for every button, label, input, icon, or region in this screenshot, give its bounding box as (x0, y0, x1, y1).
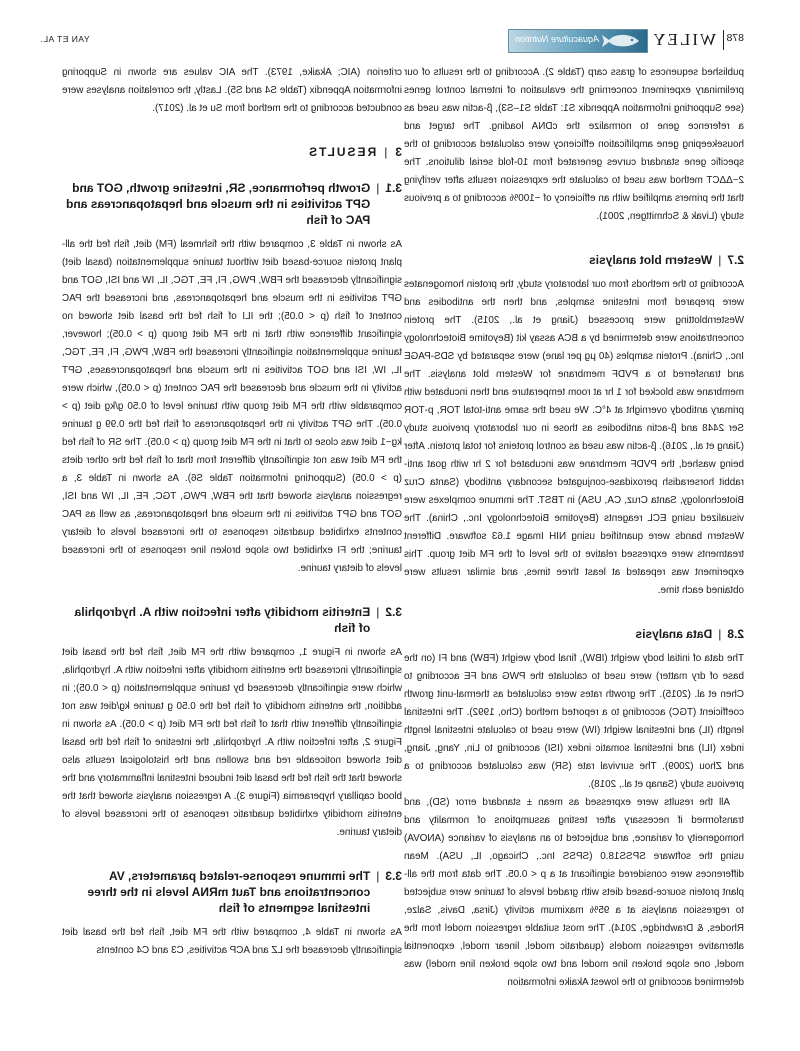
heading-separator: | (382, 145, 388, 159)
heading-separator: | (376, 869, 380, 883)
section-number: 2.8 (727, 627, 744, 641)
section-heading-3 (62, 144, 402, 160)
header-divider (723, 30, 724, 50)
section-heading-3-2 (62, 604, 402, 636)
paragraph: criterion (AIC; Akaike, 1973). The AIC values are shown in Supporing information Appendix (Table S4 and S5). Lastly, the correlation analyses were conducted according to the method from Su et al. (2017). (62, 67, 402, 114)
section-heading-2-7 (404, 252, 744, 268)
section-title: Growth performance, SR, intestine growth, GOT and GPT activities in the muscle and hepatopancreas and PAC of fish (66, 181, 371, 227)
section-title: Western blot analysis (589, 253, 713, 267)
paragraph: As shown in Table 3, compared with the fishmeal (FM) diet, fish fed the all-plant protein source-based diet without taurine supplementation (basal diet) significantly decreased the FBW, PWG, FI, FE, TGC, IL, IW and ISI, GOT and GPT activities in the muscle and hepatopancreas, and increased the PAC content of fish (p < 0.05); the ILI of fish fed the basal diet showed no significant difference with that in the FM diet group (p > 0.05); however, taurine supplementation significantly increased the FBW, PWG, FI, FE, TGC, IL, IW, ISI and GOT activities in the muscle and hepatopancreases, GPT activity in the muscle and decreased the PAC content (p < 0.05), which were comparable with the FM diet group with taurine level of 0.50 g/kg diet (p > 0.05). The GPT activity in the hepatopancreas of fish fed the 0.99 g taurine kg−1 diet was close to that in the FM diet group (p > 0.05). The SR of fish fed the FM diet was not significantly different from that of fish fed the other diets (p > 0.05) (Supporting information Table S6). As shown in Table 3, a regression analysis showed that the FBW, PWG, TGC, FE, IL, IW and ISI, GOT and GPT activities in the muscle and hepatopancreas, as well as PAC contents exhibited quadratic responses to the increased levels of dietary taurine; the FI exhibited two slope broken line responses to the increased levels of dietary taurine. (62, 239, 402, 574)
paragraph: published sequences of grass carp (Table 2). According to the results of our preliminary experiment concerning the evaluation of internal control genes (see Supporting information Appendix S1: Table S1–S3), β-actin was used as a reference gene to normalize the cDNA loading. The target and housekeeping gene amplification efficiency were calculated according to the specific gene standard curves generated from 10-fold serial dilutions. The 2−ΔΔCT method was used to calculate the expression results after verifying that the primers amplified with an efficiency of ~100% according to a previous study (Livak & Schmittgen, 2001). (404, 67, 744, 222)
section-heading-3-3 (62, 868, 402, 916)
section-title: The immune response-related parameters, VA concentrations and Taut mRNA levels in the three intestinal segments of fish (87, 869, 371, 915)
section-heading-2-8 (404, 626, 744, 642)
section-title: RESULTS (307, 145, 377, 159)
publisher-logo: WILEY (651, 30, 716, 49)
section-heading-3-1 (62, 180, 402, 228)
left-column (404, 64, 744, 992)
right-column (62, 64, 402, 960)
heading-separator: | (376, 605, 380, 619)
page-number: 878 (726, 32, 744, 44)
journal-banner (508, 29, 648, 53)
paragraph: As shown in Table 4, compared with the FM diet, fish fed the basal diet significantly decreased the LZ and ACP activities, C3 and C4 contents (62, 927, 402, 956)
section-number: 2.7 (727, 253, 744, 267)
heading-separator: | (718, 253, 722, 267)
heading-separator: | (376, 181, 380, 195)
section-title: Enteritis morbidity after infection with A. hydrophila of fish (74, 605, 371, 635)
section-title: Data analysis (635, 627, 713, 641)
section-number: 3.2 (385, 605, 402, 619)
page-header (40, 28, 744, 54)
fish-icon (601, 32, 641, 49)
paragraph: According to the methods from our laboratory study, the protein homogenates were prepared from intestine samples, and then the antibodies and Westernblotting were processed (Jiang et al., 2015). The protein concentrations were determined by a BCA assay kit (Beyotime Biotechnology Inc., China). Protein samples (40 μg per lane) were separated by SDS-PAGE and transferred to a PVDF membrane for Western blot analysis. The membrane was blocked for 1 hr at room temperature and then incubated with primary antibody overnight at 4°C. We used the same anti-total TOR, p-TOR Ser 2448 and β-actin antibodies as those in our laboratory previous study (Jiang et al., 2016). β-actin was used as control proteins for total protein. After being washed, the PVDF membrane was incubated for 2 hr with goat anti-rabbit horseradish peroxidase-conjugated secondary antibody (Santa Cruz Biotechnology, Santa Cruz, CA, USA) in TBST. The immune complexes were visualized using ECL reagents (Beyotime Biotechnology Inc., China). The Western bands were quantified using NIH Image 1.63 software. Different treatments were expressed relative to the level of the FM diet group. This experiment was repeated at least three times, and similar results were obtained each time. (404, 279, 744, 596)
running-head: YAN ET AL. (40, 34, 90, 44)
section-number: 3 (393, 145, 402, 159)
section-number: 3.3 (385, 869, 402, 883)
paragraph: The data of initial body weight (IBW), final body weight (FBW) and FI (on the base of dry matter) were used to calculate the PWG and FE according to Chen et al. (2015). The growth rates were calculated as thermal-unit growth coefficient (TGC) according to a reported method (Cho, 1992). The intestinal length (IL) and intestinal weight (IW) were used to calculate intestinal length index (ILI) and intestinal somatic index (ISI) according to Lin, Yang, Jiang, and Zhou (2009). The survival rate (SR) was calculated according to a previous study (Sanap et al., 2018). (404, 653, 744, 790)
heading-separator: | (718, 627, 722, 641)
journal-title: Aquaculture Nutrition (514, 34, 599, 44)
section-number: 3.1 (385, 181, 402, 195)
paragraph: All the results were expressed as mean ± standard error (SD), and transformed if necessary after testing assumptions of normality and homogeneity of variance, and subjected to an analysis of variance (ANOVA) using the software SPSS18.0 (SPSS Inc., Chicago, IL, USA). Mean differences were considered significant at a p < 0.05. The data from the all-plant protein source-based diets with graded levels of taurine were subjected to regression analysis at a 95% maximum activity (Jirsa, Davis, Salze, Rhodes, & Drawbridge, 2014). The most suitable regression model from the alternative regression models (quadratic model, linear model, exponential model, one slope broken line model and two slope broken line model) was determined according to the lowest Akaike information (404, 797, 744, 988)
paragraph: As shown in Figure 1, compared with the FM diet, fish fed the basal diet significantly increased the enteritis morbidity after infection with A. hydrophila, which were significantly decreased by taurine supplementation (p < 0.05); in addition, the enteritis morbidity of fish fed the 0.50 g taurine kg/diet was not significantly different with that of fish fed the FM diet (p > 0.05). As shown in Figure 2, after infection with A. hydrophila, the intestine of fish fed the basal diet showed noticeable red and swollen and the histological results also showed that the fish fed the basal diet induced intestinal inflammatory and the blood capillary hyperaemia (Figure 3). A regression analysis showed that the enteritis morbidity exhibited quadratic responses to the increased levels of dietary taurine. (62, 647, 402, 838)
